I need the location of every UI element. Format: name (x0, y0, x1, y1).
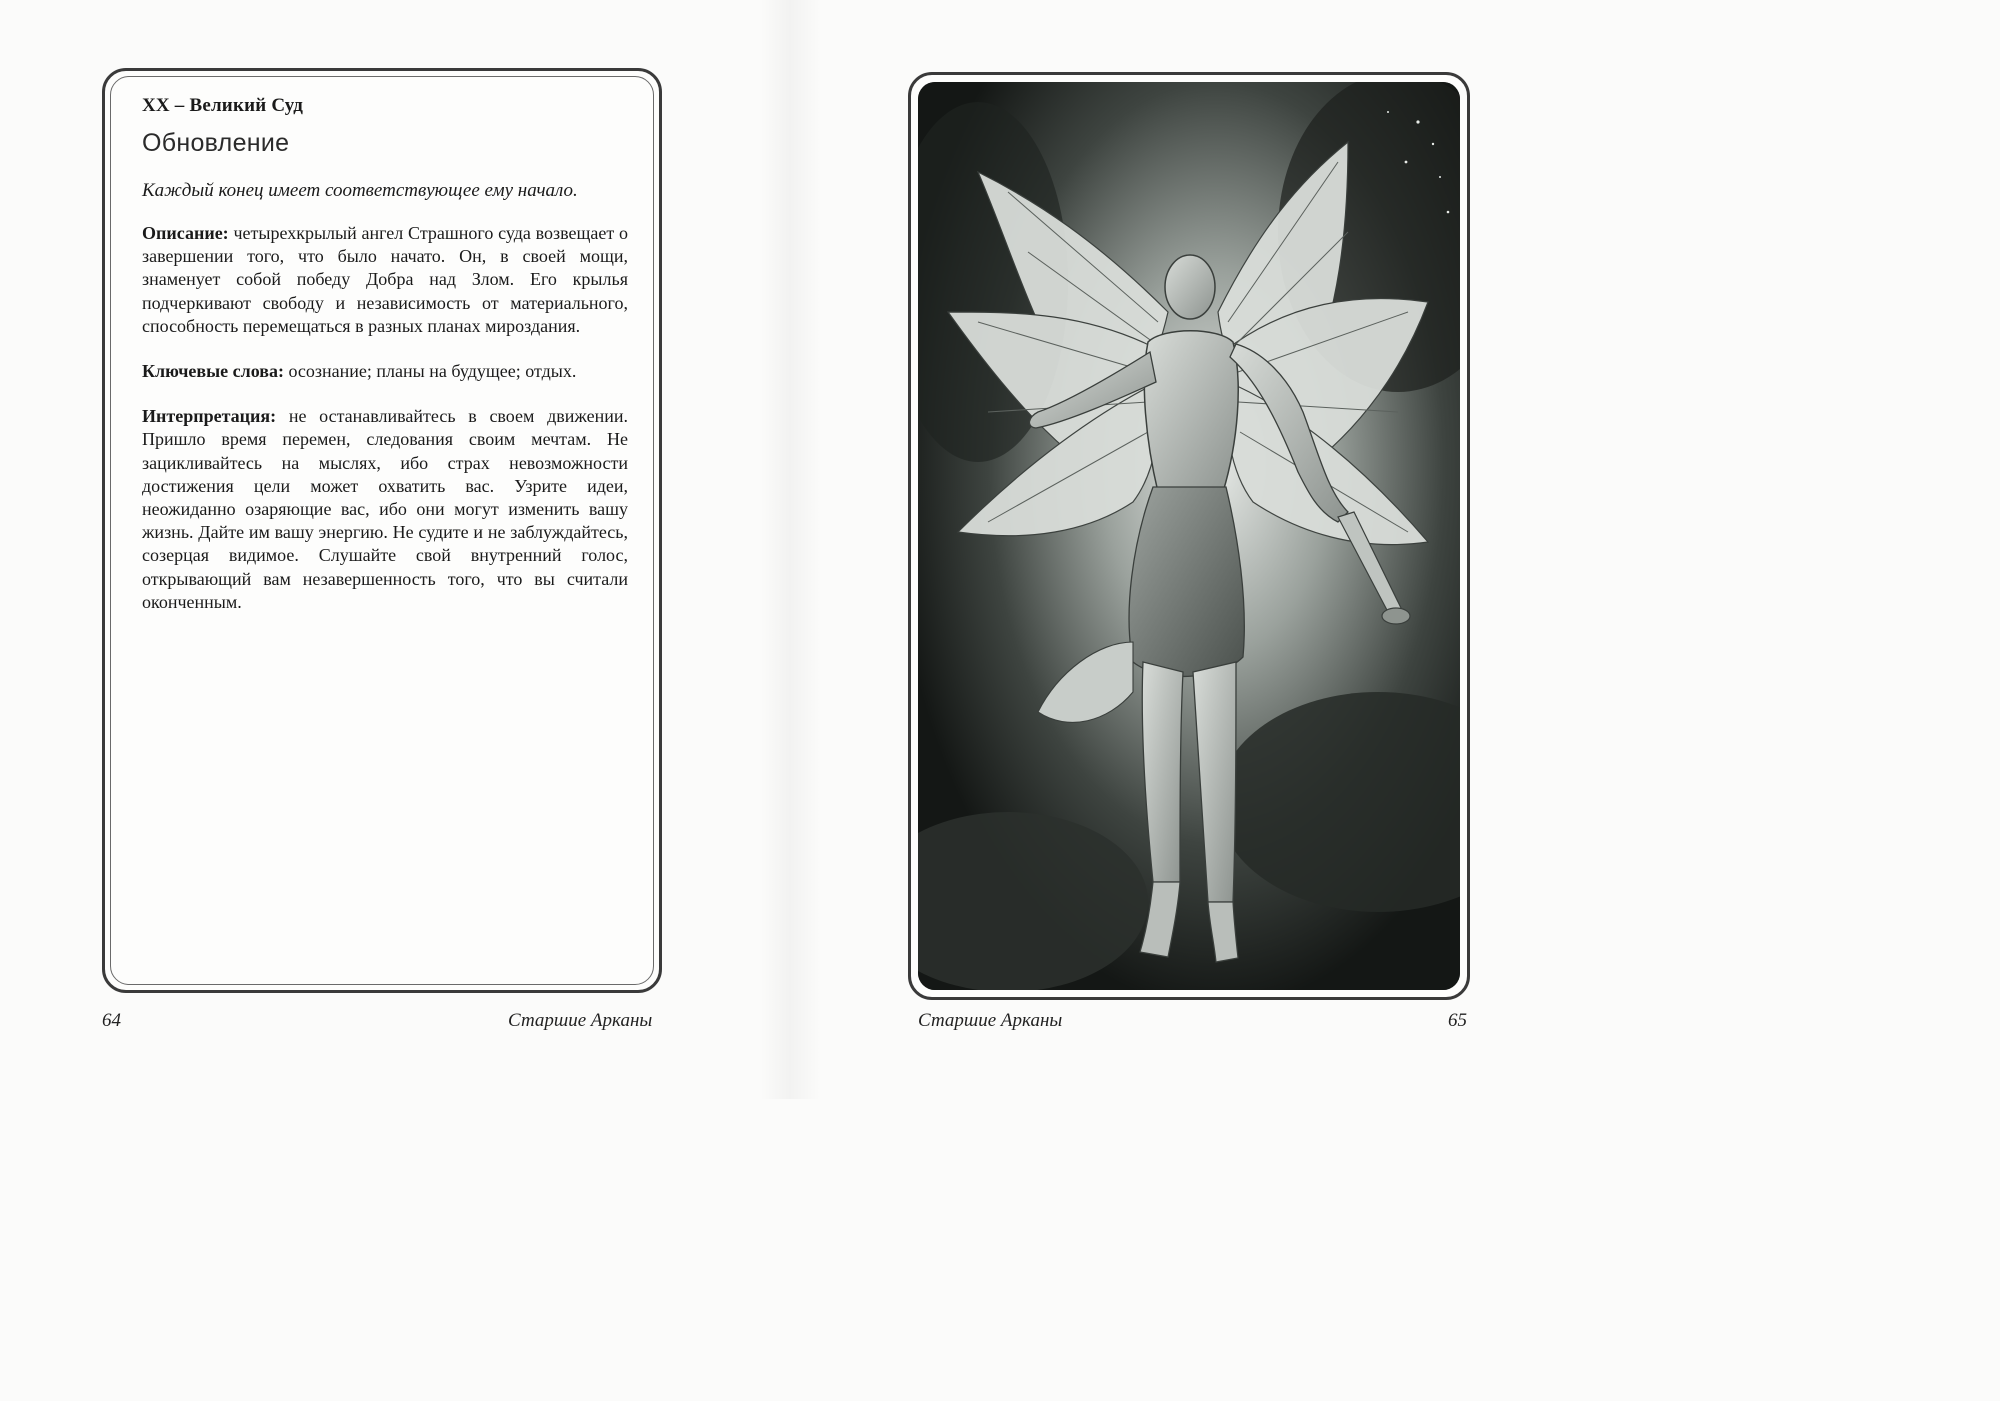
left-page-number: 64 (102, 1010, 121, 1031)
card-description-text (142, 95, 628, 636)
description-label: Описание: (142, 223, 229, 243)
keywords-text: осознание; планы на будущее; отдых. (283, 361, 577, 382)
keywords-label: Ключевые слова: (142, 361, 284, 382)
left-running-title: Старшие Арканы (508, 1010, 653, 1031)
keywords-paragraph (142, 360, 628, 383)
interpretation-label: Интерпретация: (142, 406, 277, 427)
interpretation-paragraph (142, 405, 628, 614)
description-text: четырехкрылый ангел Страшного суда возвещает о завершении того, что было начато. Он, в своей мощи, знаменует собой победу Добра над Злом. Его крылья подчеркивают свободу и независимость от материального, способность перемещаться в разных планах мироздания. (142, 223, 628, 336)
description-paragraph (142, 222, 628, 338)
book-gutter (760, 0, 820, 1099)
right-running-title: Старшие Арканы (918, 1010, 1063, 1031)
arcana-title: XX – Великий Суд (142, 95, 304, 116)
card-name: Обновление (142, 129, 290, 157)
interpretation-text: не останавливайтесь в своем движении. Пришло время перемен, следования своим мечтам. Не зацикливайтесь на мыслях, ибо страх невозможности достижения цели может охватить вас. Узрите идеи, неожиданно озаряющие вас, ибо они могут изменить вашу жизнь. Дайте им вашу энергию. Не судите и не заблуждайтесь, созерцая видимое. Слушайте свой внутренний голос, открывающий вам незавершенность того, что вы считали оконченным. (142, 406, 628, 612)
card-motto: Каждый конец имеет соответствующее ему начало. (142, 180, 578, 201)
angel-illustration (918, 82, 1460, 990)
right-page-number: 65 (1448, 1010, 1467, 1031)
